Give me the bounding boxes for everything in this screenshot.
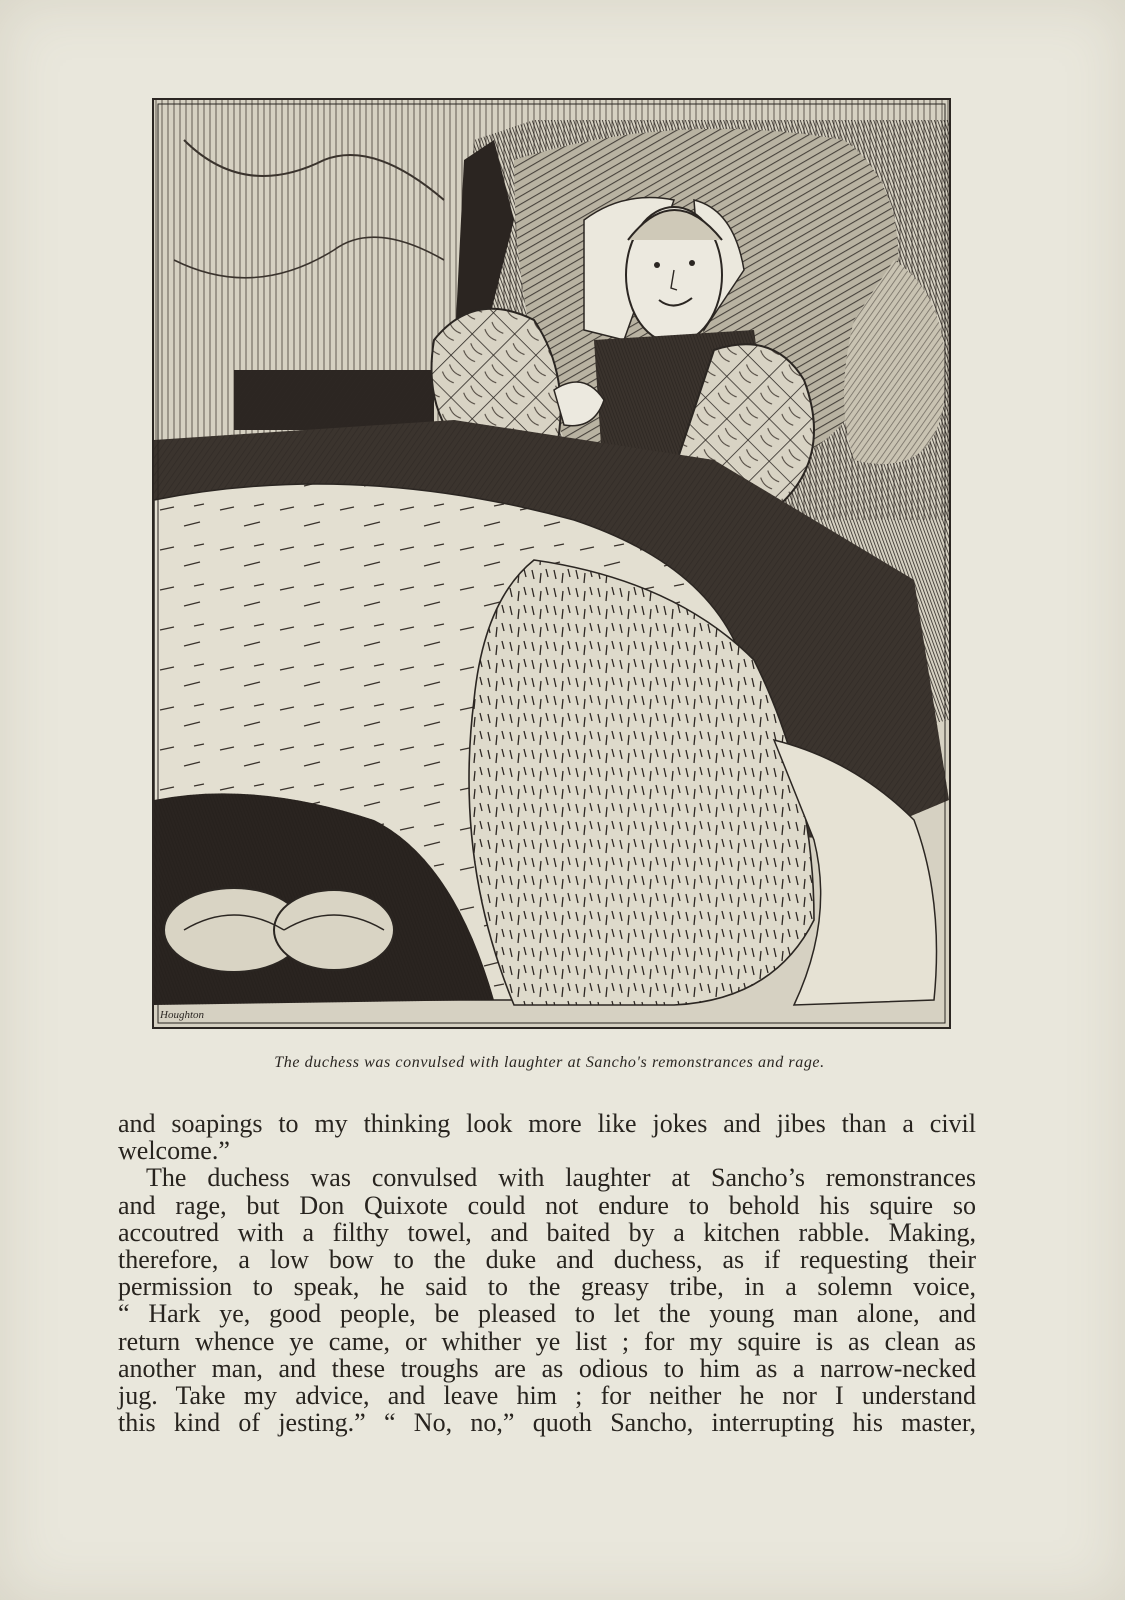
duchess-in-bed-engraving	[154, 100, 949, 1027]
text-line: “ Hark ye, good people, be pleased to let the young man alone, and	[118, 1299, 976, 1329]
text-line: return whence ye came, or whither ye list ; for my squire is as clean as	[118, 1326, 976, 1356]
illustration-caption: The duchess was convulsed with laughter at Sancho's remonstrances and rage.	[274, 1054, 825, 1071]
body-text	[118, 1110, 976, 1436]
text-line: this kind of jesting.” “ No, no,” quoth Sancho, interrupting his master,	[118, 1408, 976, 1438]
engraving-illustration	[152, 98, 951, 1029]
text-line: accoutred with a filthy towel, and baited by a kitchen rabble. Making,	[118, 1217, 976, 1247]
text-line: another man, and these troughs are as odious to him as a narrow-necked	[118, 1353, 976, 1383]
text-line: jug. Take my advice, and leave him ; for neither he nor I understand	[118, 1380, 976, 1410]
engraver-signature: Houghton	[160, 1009, 204, 1021]
text-line: therefore, a low bow to the duke and duchess, as if requesting their	[118, 1244, 976, 1274]
text-line: The duchess was convulsed with laughter at Sancho’s remonstrances	[146, 1163, 976, 1193]
text-line: and soapings to my thinking look more like jokes and jibes than a civil	[118, 1109, 976, 1138]
text-line: welcome.”	[118, 1136, 230, 1166]
text-line: permission to speak, he said to the greasy tribe, in a solemn voice,	[118, 1272, 976, 1302]
text-line: and rage, but Don Quixote could not endure to behold his squire so	[118, 1190, 976, 1220]
